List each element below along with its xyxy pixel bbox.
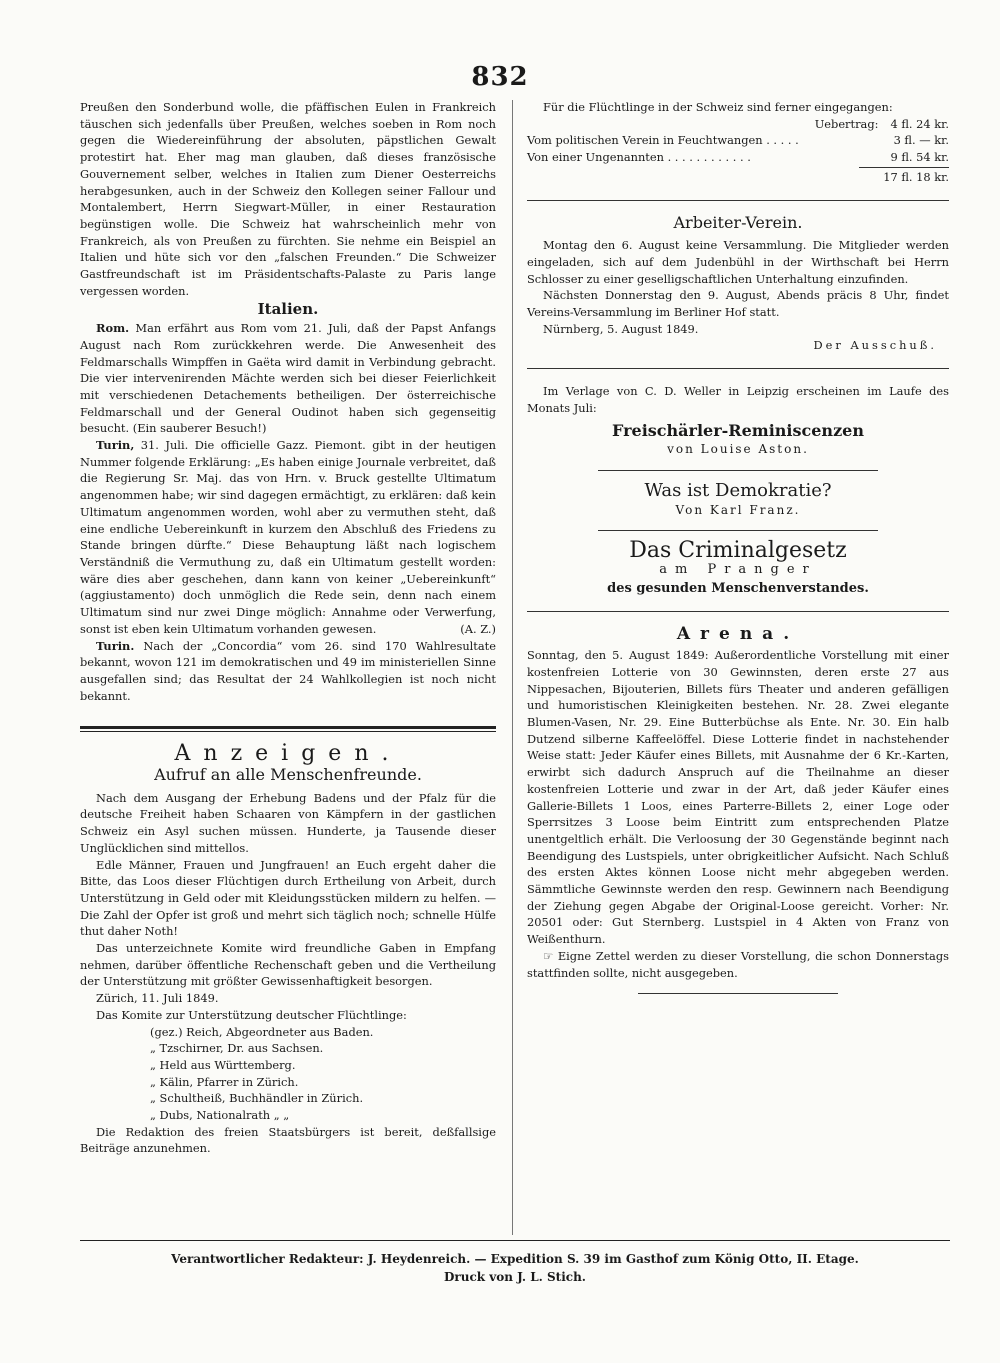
signer-line: „ Kälin, Pfarrer in Zürich. xyxy=(150,1074,299,1089)
aufruf-paragraph-2: Edle Männer, Frauen und Jungfrauen! an Euch ergeht daher die Bitte, das Loos dieser Flüchtigen durch Ertheilung von Arbeit, durch Unterstützung in Geld oder mit Kleidungsstücken mildern zu helfen. — Die Zahl der Opfer ist groß und mehrt sich täglich noch; schnelle Hülfe thut daher Noth! xyxy=(80,857,496,939)
column-divider xyxy=(512,100,513,1235)
arbeiter-signature: Der Ausschuß. xyxy=(813,338,937,353)
imprint-line-1: Verantwortlicher Redakteur: J. Heydenreich. — Expedition S. 39 im Gasthof zum König Otto, II. Etage. xyxy=(171,1252,859,1266)
article-rom xyxy=(80,320,496,437)
signer-line: (gez.) Reich, Abgeordneter aus Baden. xyxy=(150,1024,374,1039)
section-rule xyxy=(527,368,949,369)
publication-subtitle-3: am Pranger xyxy=(659,562,817,578)
publication-title-3: Das Criminalgesetz xyxy=(629,538,847,564)
arena-heading: Arena. xyxy=(676,624,800,645)
source-attribution: (A. Z.) xyxy=(460,621,496,636)
donation-label: Von einer Ungenannten . . . . . . . . . . . . xyxy=(527,150,751,165)
article-turin-1 xyxy=(80,437,496,637)
article-turin-2 xyxy=(80,638,496,705)
donation-row xyxy=(527,116,949,133)
dateline-turin-1: Turin, xyxy=(96,438,135,453)
donation-row xyxy=(527,132,949,149)
page-number: 832 xyxy=(471,62,529,92)
arena-paragraph-2: ☞ Eigne Zettel werden zu dieser Vorstellung, die schon Donnerstags stattfinden sollte, nicht ausgegeben. xyxy=(527,948,949,980)
publication-title-1: Freischärler-Reminiscenzen xyxy=(612,420,864,440)
short-rule xyxy=(598,470,878,471)
donation-value: 9 fl. 54 kr. xyxy=(890,150,949,165)
publication-author-2: Von Karl Franz. xyxy=(675,502,801,517)
anzeigen-heading: Anzeigen. xyxy=(174,741,402,767)
sum-rule xyxy=(859,167,949,168)
section-rule xyxy=(527,200,949,201)
donation-value: 3 fl. — kr. xyxy=(893,133,949,148)
short-rule xyxy=(598,530,878,531)
aufruf-redaktion-note: Die Redaktion des freien Staatsbürgers ist bereit, deßfallsige Beiträge anzunehmen. xyxy=(80,1124,496,1156)
publication-subtitle-3b: des gesunden Menschenverstandes. xyxy=(607,580,869,596)
right-column xyxy=(527,99,949,1006)
aufruf-date: Zürich, 11. Juli 1849. xyxy=(96,991,219,1006)
verlag-intro: Im Verlage von C. D. Weller in Leipzig erscheinen im Laufe des Monats Juli: xyxy=(527,384,949,415)
donation-label: Vom politischen Verein in Feuchtwangen . . . . . xyxy=(527,133,799,148)
imprint-line-2: Druck von J. L. Stich. xyxy=(443,1270,586,1284)
section-heading-italien: Italien. xyxy=(257,300,319,319)
signer-line: „ Schultheiß, Buchhändler in Zürich. xyxy=(150,1091,364,1106)
dateline-turin-2: Turin. xyxy=(96,638,135,653)
donation-label: Uebertrag: xyxy=(814,116,879,131)
section-rule xyxy=(527,611,949,612)
article-rom-text: Man erfährt aus Rom vom 21. Juli, daß der Papst Anfangs August nach Rom zurückkehren werde. Die Anwesenheit des Feldmarschalls Wimpffen in Gaëta wird damit in Verbindung gebracht. Die vier intervenirenden Mächte werden sich bei dieser Feierlichkeit mit verschiedenen Detachements betheiligen. Der österreichische Feldmarschall und der General Oudinot haben sich gegenseitig besucht. (Ein sauberer Besuch!) xyxy=(80,321,496,436)
donation-row xyxy=(527,149,949,166)
aufruf-paragraph-1: Nach dem Ausgang der Erhebung Badens und der Pfalz für die deutsche Freiheit haben Schaaren von Kämpfern in der gastlichen Schweiz ein Asyl suchen müssen. Hunderte, ja Tausende dieser Unglücklichen sind mittellos. xyxy=(80,790,496,855)
footer-rule xyxy=(80,1240,950,1241)
arbeiter-place-date: Nürnberg, 5. August 1849. xyxy=(543,321,699,336)
aufruf-heading: Aufruf an alle Menschenfreunde. xyxy=(154,765,422,785)
signer-line: „ Dubs, Nationalrath „ „ xyxy=(150,1108,290,1123)
arbeiter-verein-heading: Arbeiter-Verein. xyxy=(673,212,803,232)
signer-line: „ Tzschirner, Dr. aus Sachsen. xyxy=(150,1041,324,1056)
imprint-footer xyxy=(80,1250,950,1286)
dateline-rom: Rom. xyxy=(96,321,130,336)
donation-intro: Für die Flüchtlinge in der Schweiz sind ferner eingegangen: xyxy=(543,100,893,114)
donation-value: 4 fl. 24 kr. xyxy=(890,116,949,131)
aufruf-komite: Das Komite zur Unterstützung deutscher Flüchtlinge: xyxy=(96,1007,407,1022)
short-rule xyxy=(638,993,838,994)
donation-total: 17 fl. 18 kr. xyxy=(883,169,949,184)
publication-author-1: von Louise Aston. xyxy=(667,442,809,457)
section-rule xyxy=(80,726,496,732)
publication-title-2: Was ist Demokratie? xyxy=(644,479,832,501)
arbeiter-paragraph-2: Nächsten Donnerstag den 9. August, Abends präcis 8 Uhr, findet Vereins-Versammlung im Berliner Hof statt. xyxy=(527,288,949,320)
left-column xyxy=(80,99,496,1157)
article-switzerland-text: Preußen den Sonderbund wolle, die pfäffischen Eulen in Frankreich täuschen sich jedenfalls über Preußen, welches soeben in Rom noch gegen die Wiedereinführung der absoluten, päpstlichen Gewalt protestirt hat. Eher mag man glauben, daß dieses französische Gouvernement selber, welches in Italien zum Diener Oesterreichs herabgesunken, auch in der Schweiz den Kollegen seiner Fallour und Montalembert, Herrn Siegwart-Müller, in einer Restauration begünstigen wolle. Die Schweiz hat wahrscheinlich mehr von Frankreich, als von Preußen zu fürchten. Sie nehme ein Beispiel an Italien und hüte sich vor den „falschen Freunden.“ Die Schweizer Gastfreundschaft ist im Präsidentschafts-Palaste zu Paris lange vergessen worden. xyxy=(80,100,496,298)
signer-list xyxy=(80,1024,496,1124)
arena-paragraph-1: Sonntag, den 5. August 1849: Außerordentliche Vorstellung mit einer kostenfreien Lotterie von 30 Gewinnsten, deren erste 27 aus Nippesachen, Bijouterien, Billets fürs Theater und anderen gefälligen und humoristischen Kleinigkeiten bestehen. Nr. 28. Zwei elegante Blumen-Vasen, Nr. 29. Eine Butterbüchse als Ente. Nr. 30. Ein halb Dutzend silberne Kaffeelöffel. Diese Lotterie findet in nachstehender Weise statt: Jeder Käufer eines Billets, mit Ausnahme der 6 Kr.-Karten, erwirbt sich dadurch Anspruch auf die Theilnahme an dieser kostenfreien Lotterie und zwar in der Art, daß jeder Käufer eines Gallerie-Billets 1 Loos, eines Parterre-Billets 2, einer Loge oder Sperrsitzes 3 Loose beim Eintritt zum entsprechenden Platze unentgeltlich erhält. Die Verloosung der 30 Gegenstände beginnt nach Beendigung des Lustspiels, unter obrigkeitlicher Aufsicht. Nach Schluß des ersten Aktes können Loose nicht mehr abgegeben werden. Sämmtliche Gewinnste werden den resp. Gewinnern nach Beendigung der Ziehung gegen Abgabe der Original-Loose gereicht. Vorher: Nr. 20501 oder: Gut Sternberg. Lustspiel in 4 Akten von Franz von Weißenthurn. xyxy=(527,648,949,947)
arbeiter-paragraph-1: Montag den 6. August keine Versammlung. Die Mitglieder werden eingeladen, sich auf dem Judenbühl in der Wirthschaft bei Herrn Schlosser zu einer geselligschaftlichen Unterhaltung einzufinden. xyxy=(527,238,949,286)
signer-line: „ Held aus Württemberg. xyxy=(150,1057,296,1072)
aufruf-paragraph-3: Das unterzeichnete Komite wird freundliche Gaben in Empfang nehmen, darüber öffentliche Rechenschaft geben und die Vertheilung der Unterstützung mit größter Gewissenhaftigkeit besorgen. xyxy=(80,941,496,989)
article-turin-1-text: 31. Juli. Die officielle Gazz. Piemont. gibt in der heutigen Nummer folgende Erklärung: „Es haben einige Journale verbreitet, daß die Regierung Sr. Maj. das von Hrn. v. Bruck gestellte Ultimatum angenommen habe; wir sind dagegen ermächtigt, zu erklären: daß kein Ultimatum angenommen worden, wohl aber zu vermuthen steht, daß eine endliche Uebereinkunft in kurzem den Abschluß des Friedens zu Stande bringen dürfte.“ Diese Behauptung läßt nach logischem Verständniß die Vermuthung zu, daß ein Ultimatum gestellt worden: wäre dies aber geschehen, dann kann von keiner „Uebereinkunft“ (aggiustamento) doch unmöglich die Rede sein, denn nach einem Ultimatum sind nur zwei Dinge möglich: Annahme oder Verwerfung, sonst ist eben kein Ultimatum vorhanden gewesen. xyxy=(80,438,497,636)
article-turin-2-text: Nach der „Concordia“ vom 26. sind 170 Wahlresultate bekannt, wovon 121 im demokratischen und 49 im ministeriellen Sinne ausgefallen sind; das Resultat der 24 Wahlkollegien ist noch nicht bekannt. xyxy=(80,638,496,703)
